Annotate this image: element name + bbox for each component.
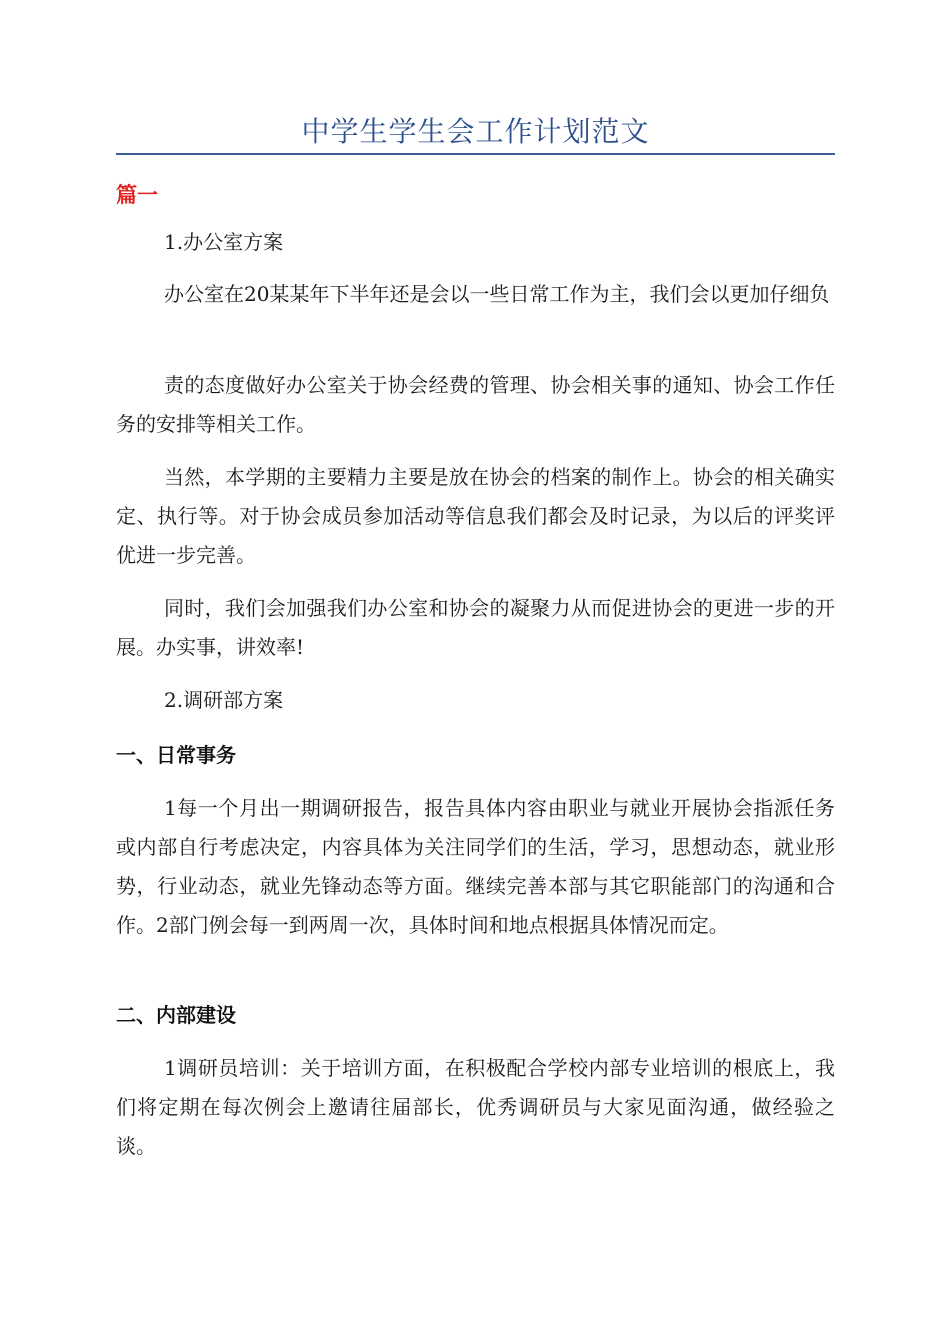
paragraph-office-intro: 办公室在20某某年下半年还是会以一些日常工作为主，我们会以更加仔细负 [164,282,830,306]
paragraph-internal-training: 1调研员培训：关于培训方面，在积极配合学校内部专业培训的根底上，我们将定期在每次例会上邀请往届部长，优秀调研员与大家见面沟通，做经验之谈。 [116,1056,835,1158]
heading-daily-affairs: 一、日常事务 [116,743,236,767]
paragraph-research-plan-heading: 2.调研部方案 [164,688,284,712]
paragraph-office-cohesion: 同时，我们会加强我们办公室和协会的凝聚力从而促进协会的更进一步的开展。办实事，讲效率! [116,596,835,659]
paragraph-office-plan-heading: 1.办公室方案 [164,230,284,254]
paragraph-office-archives: 当然，本学期的主要精力主要是放在协会的档案的制作上。协会的相关确实定、执行等。对于协会成员参加活动等信息我们都会及时记录，为以后的评奖评优进一步完善。 [116,465,835,567]
heading-internal-building: 二、内部建设 [116,1003,236,1027]
paragraph-office-duties: 责的态度做好办公室关于协会经费的管理、协会相关事的通知、协会工作任务的安排等相关工作。 [116,373,835,436]
paragraph-daily-affairs: 1每一个月出一期调研报告，报告具体内容由职业与就业开展协会指派任务或内部自行考虑决定，内容具体为关注同学们的生活，学习，思想动态，就业形势，行业动态，就业先锋动态等方面。继续完善本部与其它职能部门的沟通和合作。2部门例会每一到两周一次，具体时间和地点根据具体情况而定。 [116,796,835,937]
section-label: 篇一 [116,183,158,207]
document-title: 中学生学生会工作计划范文 [301,115,650,148]
title-underline [116,153,835,155]
